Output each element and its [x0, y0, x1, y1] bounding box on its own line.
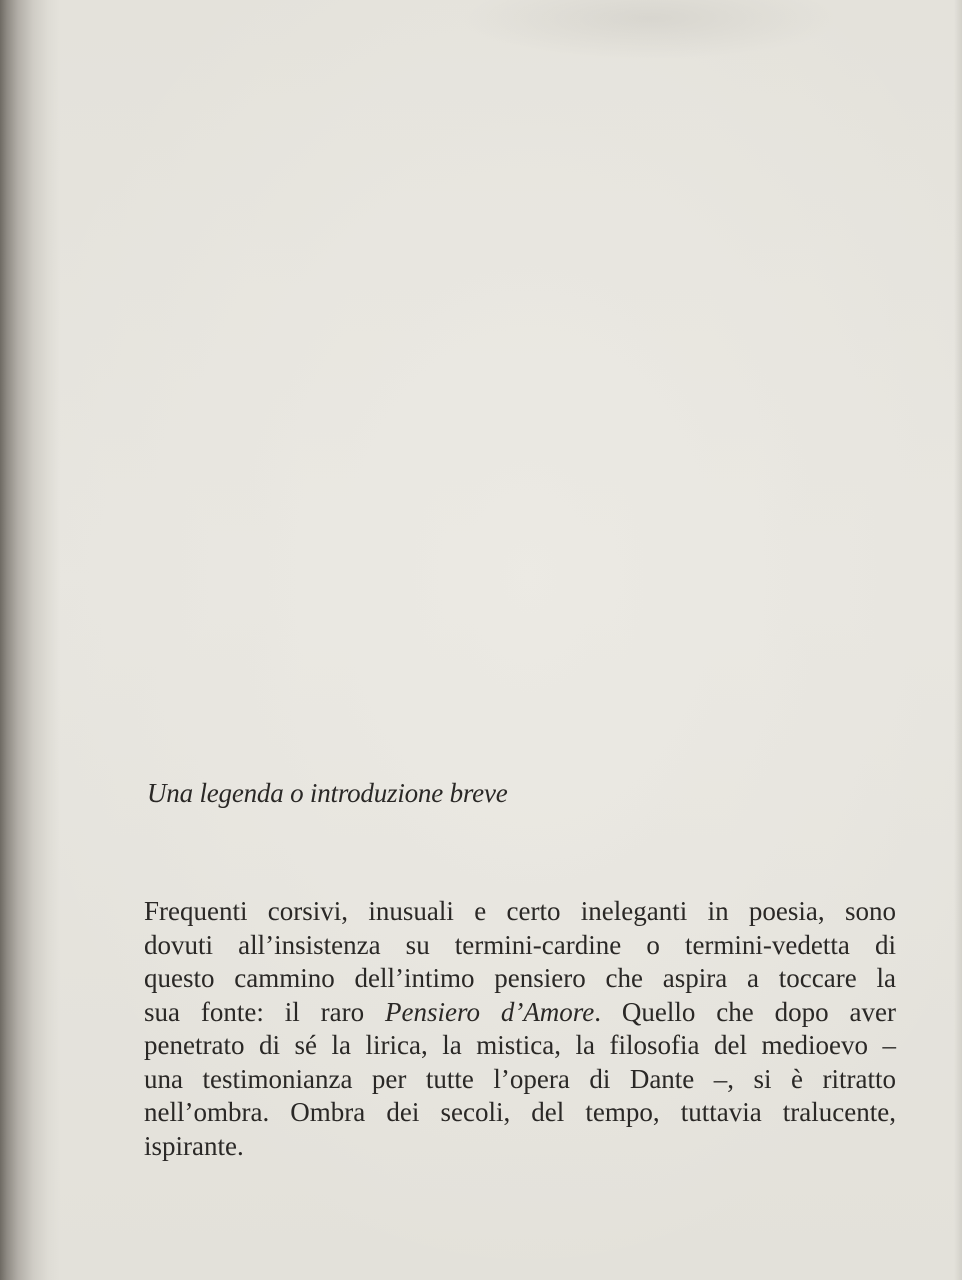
- section-heading: Una legenda o introduzione breve: [147, 778, 508, 808]
- paragraph-line: [144, 962, 896, 996]
- line-text: una testimonianza per tutte l’opera di Dante –, si è ritratto: [144, 1063, 896, 1094]
- paragraph-line: [144, 1029, 896, 1063]
- paragraph-line: [144, 1096, 896, 1130]
- page-edge: [954, 0, 962, 1280]
- body-paragraph: [144, 895, 896, 1163]
- line-text: Frequenti corsivi, inusuali e certo ineleganti in poesia, sono: [144, 896, 896, 926]
- line-text: ispirante.: [144, 1130, 244, 1161]
- italic-title: Pensiero d’Amore: [384, 996, 595, 1027]
- line-text: nell’ombra. Ombra dei secoli, del tempo, tuttavia tralucente,: [144, 1097, 896, 1127]
- line-text: sua fonte: il raro: [144, 996, 385, 1027]
- line-text: . Quello che dopo aver: [594, 996, 896, 1027]
- paragraph-line: [144, 1130, 896, 1164]
- line-text: penetrato di sé la lirica, la mistica, la filosofia del medioevo –: [144, 1030, 896, 1060]
- line-text: dovuti all’insistenza su termini-cardine o termini-vedetta di: [144, 929, 896, 960]
- spine-shadow: [0, 0, 60, 1280]
- paragraph-line: [144, 895, 896, 929]
- show-through-shadow: [460, 0, 840, 60]
- paragraph-line: [144, 996, 896, 1030]
- paragraph-line: [144, 1063, 896, 1097]
- paragraph-line: [144, 929, 896, 963]
- line-text: questo cammino dell’intimo pensiero che aspira a toccare la: [144, 963, 896, 993]
